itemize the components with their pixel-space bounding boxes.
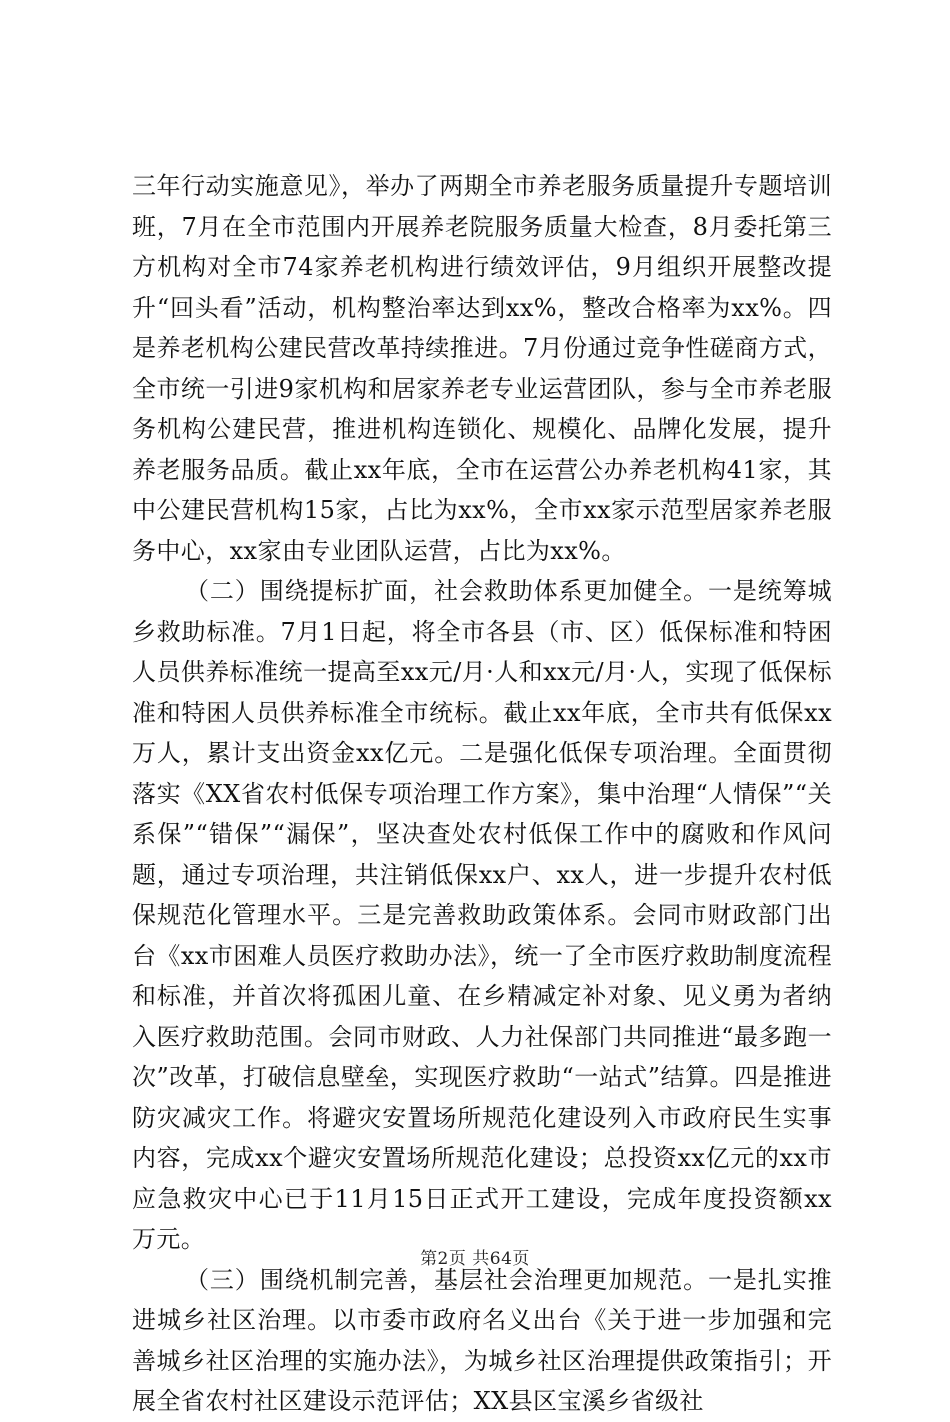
document-body	[132, 166, 832, 1422]
paragraph-grassroots-governance: （三）围绕机制完善，基层社会治理更加规范。一是扎实推进城乡社区治理。以市委市政府名义出台《关于进一步加强和完善城乡社区治理的实施办法》，为城乡社区治理提供政策指引；开展全省农村社区建设示范评估；XX县区宝溪乡省级社	[132, 1265, 832, 1415]
page-number-footer: 第2页 共64页	[420, 1249, 530, 1269]
paragraph-continuation: 三年行动实施意见》，举办了两期全市养老服务质量提升专题培训班，7月在全市范围内开展养老院服务质量大检查，8月委托第三方机构对全市74家养老机构进行绩效评估，9月组织开展整改提升“回头看”活动，机构整治率达到xx%，整改合格率为xx%。四是养老机构公建民营改革持续推进。7月份通过竞争性磋商方式，全市统一引进9家机构和居家养老专业运营团队，参与全市养老服务机构公建民营，推进机构连锁化、规模化、品牌化发展，提升养老服务品质。截止xx年底，全市在运营公办养老机构41家，其中公建民营机构15家，占比为xx%，全市xx家示范型居家养老服务中心，xx家由专业团队运营，占比为xx%。	[132, 172, 832, 565]
paragraph-social-assistance: （二）围绕提标扩面，社会救助体系更加健全。一是统筹城乡救助标准。7月1日起，将全市各县（市、区）低保标准和特困人员供养标准统一提高至xx元/月·人和xx元/月·人，实现了低保标准和特困人员供养标准全市统标。截止xx年底，全市共有低保xx万人，累计支出资金xx亿元。二是强化低保专项治理。全面贯彻落实《XX省农村低保专项治理工作方案》，集中治理“人情保”“关系保”“错保”“漏保”，坚决查处农村低保工作中的腐败和作风问题，通过专项治理，共注销低保xx户、xx人，进一步提升农村低保规范化管理水平。三是完善救助政策体系。会同市财政部门出台《xx市困难人员医疗救助办法》，统一了全市医疗救助制度流程和标准，并首次将孤困儿童、在乡精减定补对象、见义勇为者纳入医疗救助范围。会同市财政、人力社保部门共同推进“最多跑一次”改革，打破信息壁垒，实现医疗救助“一站式”结算。四是推进防灾减灾工作。将避灾安置场所规范化建设列入市政府民生实事内容，完成xx个避灾安置场所规范化建设；总投资xx亿元的xx市应急救灾中心已于11月15日正式开工建设，完成年度投资额xx万元。	[132, 577, 832, 1253]
